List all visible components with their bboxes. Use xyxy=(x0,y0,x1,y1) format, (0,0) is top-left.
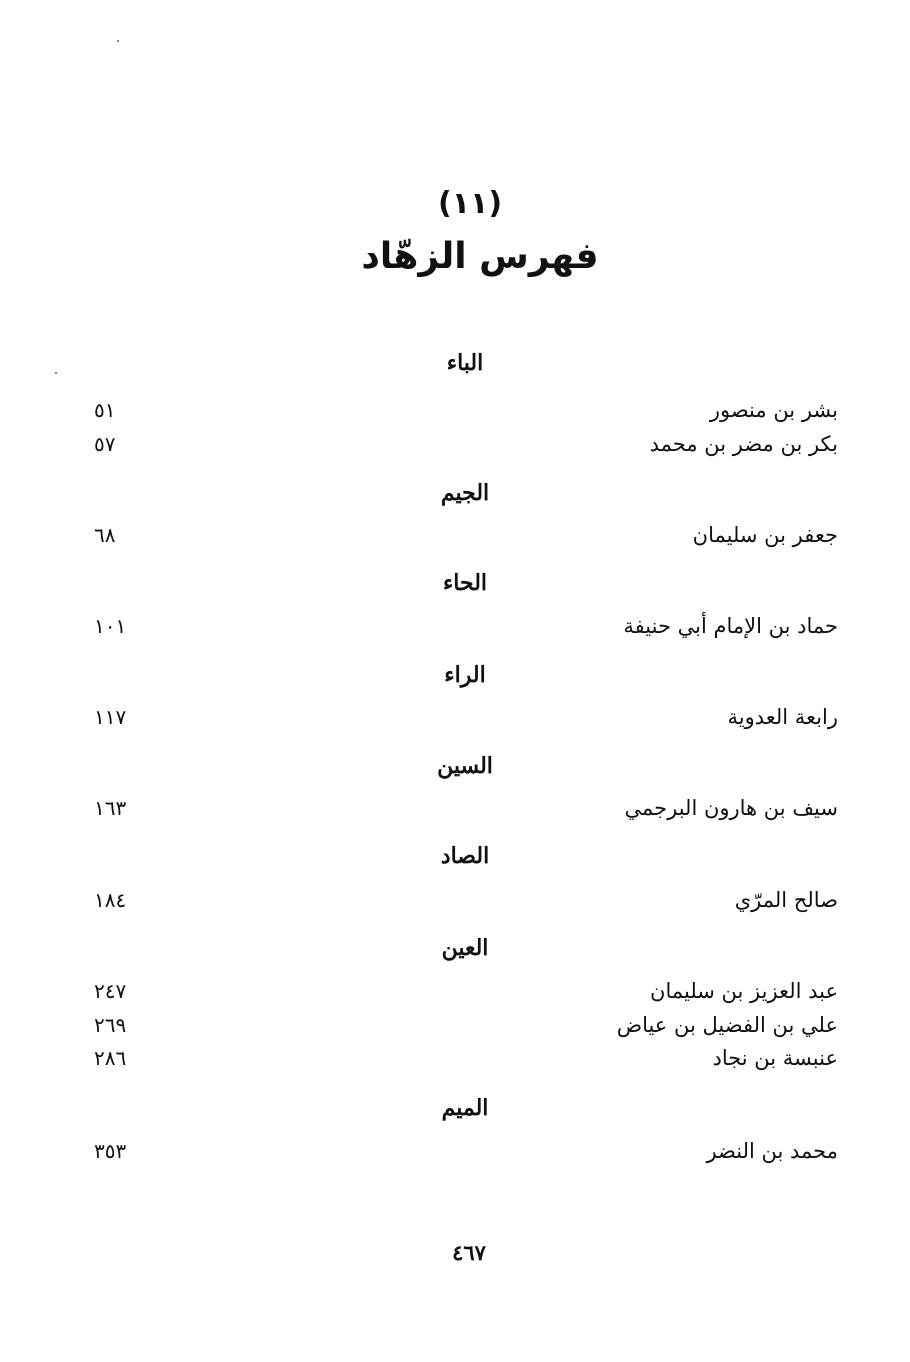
page-title: فهرس الزهّاد xyxy=(361,236,599,277)
section-heading-raa: الراء xyxy=(444,662,486,688)
entry-name: عبد العزيز بن سليمان xyxy=(650,979,838,1003)
entry-page: ١٨٤ xyxy=(94,888,127,912)
section-heading-meem: الميم xyxy=(441,1095,489,1121)
scan-speck xyxy=(55,372,57,374)
section-heading-ain: العين xyxy=(441,935,489,961)
entry-name: عنبسة بن نجاد xyxy=(712,1046,838,1070)
entry-page: ١٠١ xyxy=(94,614,127,638)
section-heading-saad: الصاد xyxy=(440,843,490,869)
entry-name: سيف بن هارون البرجمي xyxy=(624,796,838,820)
entry-name: بشر بن منصور xyxy=(709,398,838,422)
entry-name: محمد بن النضر xyxy=(706,1139,838,1163)
entry-name: صالح المرّي xyxy=(734,888,838,912)
section-heading-jeem: الجيم xyxy=(440,480,490,506)
scan-speck xyxy=(117,40,119,42)
entry-page: ٣٥٣ xyxy=(94,1139,127,1163)
entry-name: علي بن الفضيل بن عياض xyxy=(616,1013,838,1037)
entry-page: ١٦٣ xyxy=(94,796,127,820)
section-heading-haa: الحاء xyxy=(442,570,488,596)
entry-page: ٥١ xyxy=(94,398,116,422)
section-heading-baa: الباء xyxy=(446,350,484,376)
entry-name: رابعة العدوية xyxy=(727,705,838,729)
entry-name: حماد بن الإمام أبي حنيفة xyxy=(623,614,838,638)
entry-page: ٦٨ xyxy=(94,523,116,547)
index-number: (١١) xyxy=(437,186,503,221)
entry-name: جعفر بن سليمان xyxy=(692,523,838,547)
section-heading-seen: السين xyxy=(437,753,493,779)
entry-page: ٢٦٩ xyxy=(94,1013,127,1037)
entry-page: ٢٨٦ xyxy=(94,1046,127,1070)
entry-page: ٢٤٧ xyxy=(94,979,127,1003)
entry-name: بكر بن مضر بن محمد xyxy=(649,432,838,456)
entry-page: ١١٧ xyxy=(94,705,127,729)
page-number: ٤٦٧ xyxy=(452,1240,486,1265)
entry-page: ٥٧ xyxy=(94,432,116,456)
